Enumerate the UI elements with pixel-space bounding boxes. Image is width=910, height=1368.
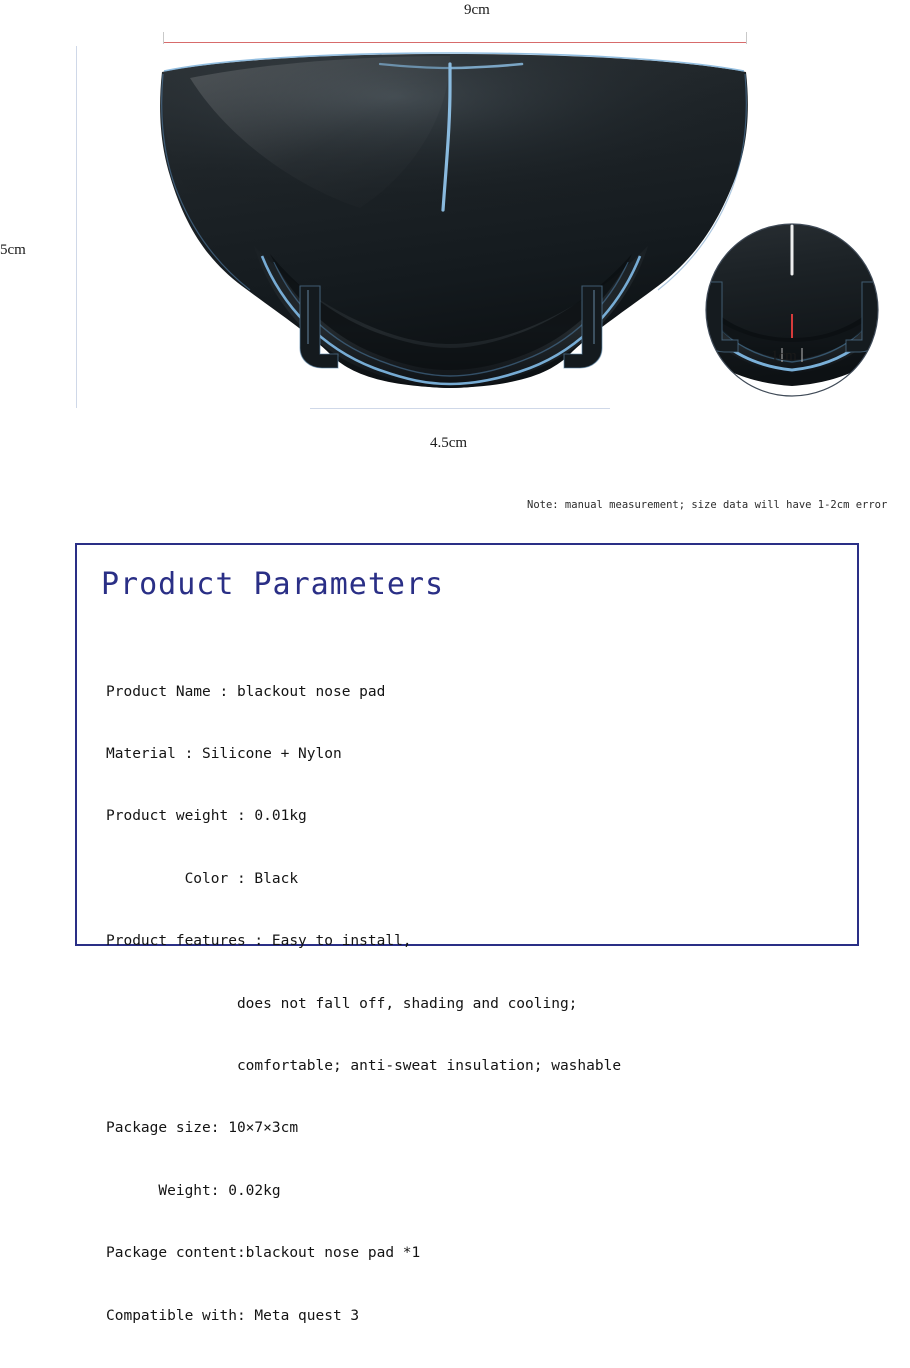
parameter-line: Compatible with: Meta quest 3 xyxy=(106,1307,360,1324)
parameter-line: comfortable; anti-sweat insulation; washable xyxy=(106,1057,622,1074)
left-measure-line xyxy=(76,46,77,408)
product-parameters-panel xyxy=(75,543,859,1324)
parameter-line: Product Name : blackout nose pad xyxy=(106,683,386,700)
product-parameters-title: Product Parameters xyxy=(101,567,445,602)
top-measure-tick-right xyxy=(746,32,747,44)
parameter-line: Weight: 0.02kg xyxy=(106,1182,281,1199)
parameter-line: Color : Black xyxy=(106,870,299,887)
top-measure-tick-left xyxy=(163,32,164,44)
product-parameters-list xyxy=(106,640,847,1368)
nose-pad-inset-detail xyxy=(678,222,906,410)
parameter-line: Package size: 10×7×3cm xyxy=(106,1120,299,1137)
measurement-note: Note: manual measurement; size data will have 1-2cm error xyxy=(527,499,888,511)
parameter-line: Product weight : 0.01kg xyxy=(106,808,307,825)
dimension-label-left-height: 5cm xyxy=(0,242,26,258)
parameter-line: does not fall off, shading and cooling; xyxy=(106,995,578,1012)
top-measure-line xyxy=(163,42,747,43)
dimension-label-top-width: 9cm xyxy=(464,2,490,18)
dimension-label-bottom-width: 4.5cm xyxy=(430,435,468,451)
nose-pad-illustration xyxy=(150,48,760,393)
bottom-measure-line xyxy=(310,408,610,409)
dimension-label-thickness: 1cm xyxy=(771,348,797,364)
parameter-line: Material : Silicone + Nylon xyxy=(106,745,342,762)
parameter-line: Package content:blackout nose pad *1 xyxy=(106,1245,421,1262)
parameter-line: Product features : Easy to install, xyxy=(106,933,412,950)
product-diagram xyxy=(0,0,910,530)
